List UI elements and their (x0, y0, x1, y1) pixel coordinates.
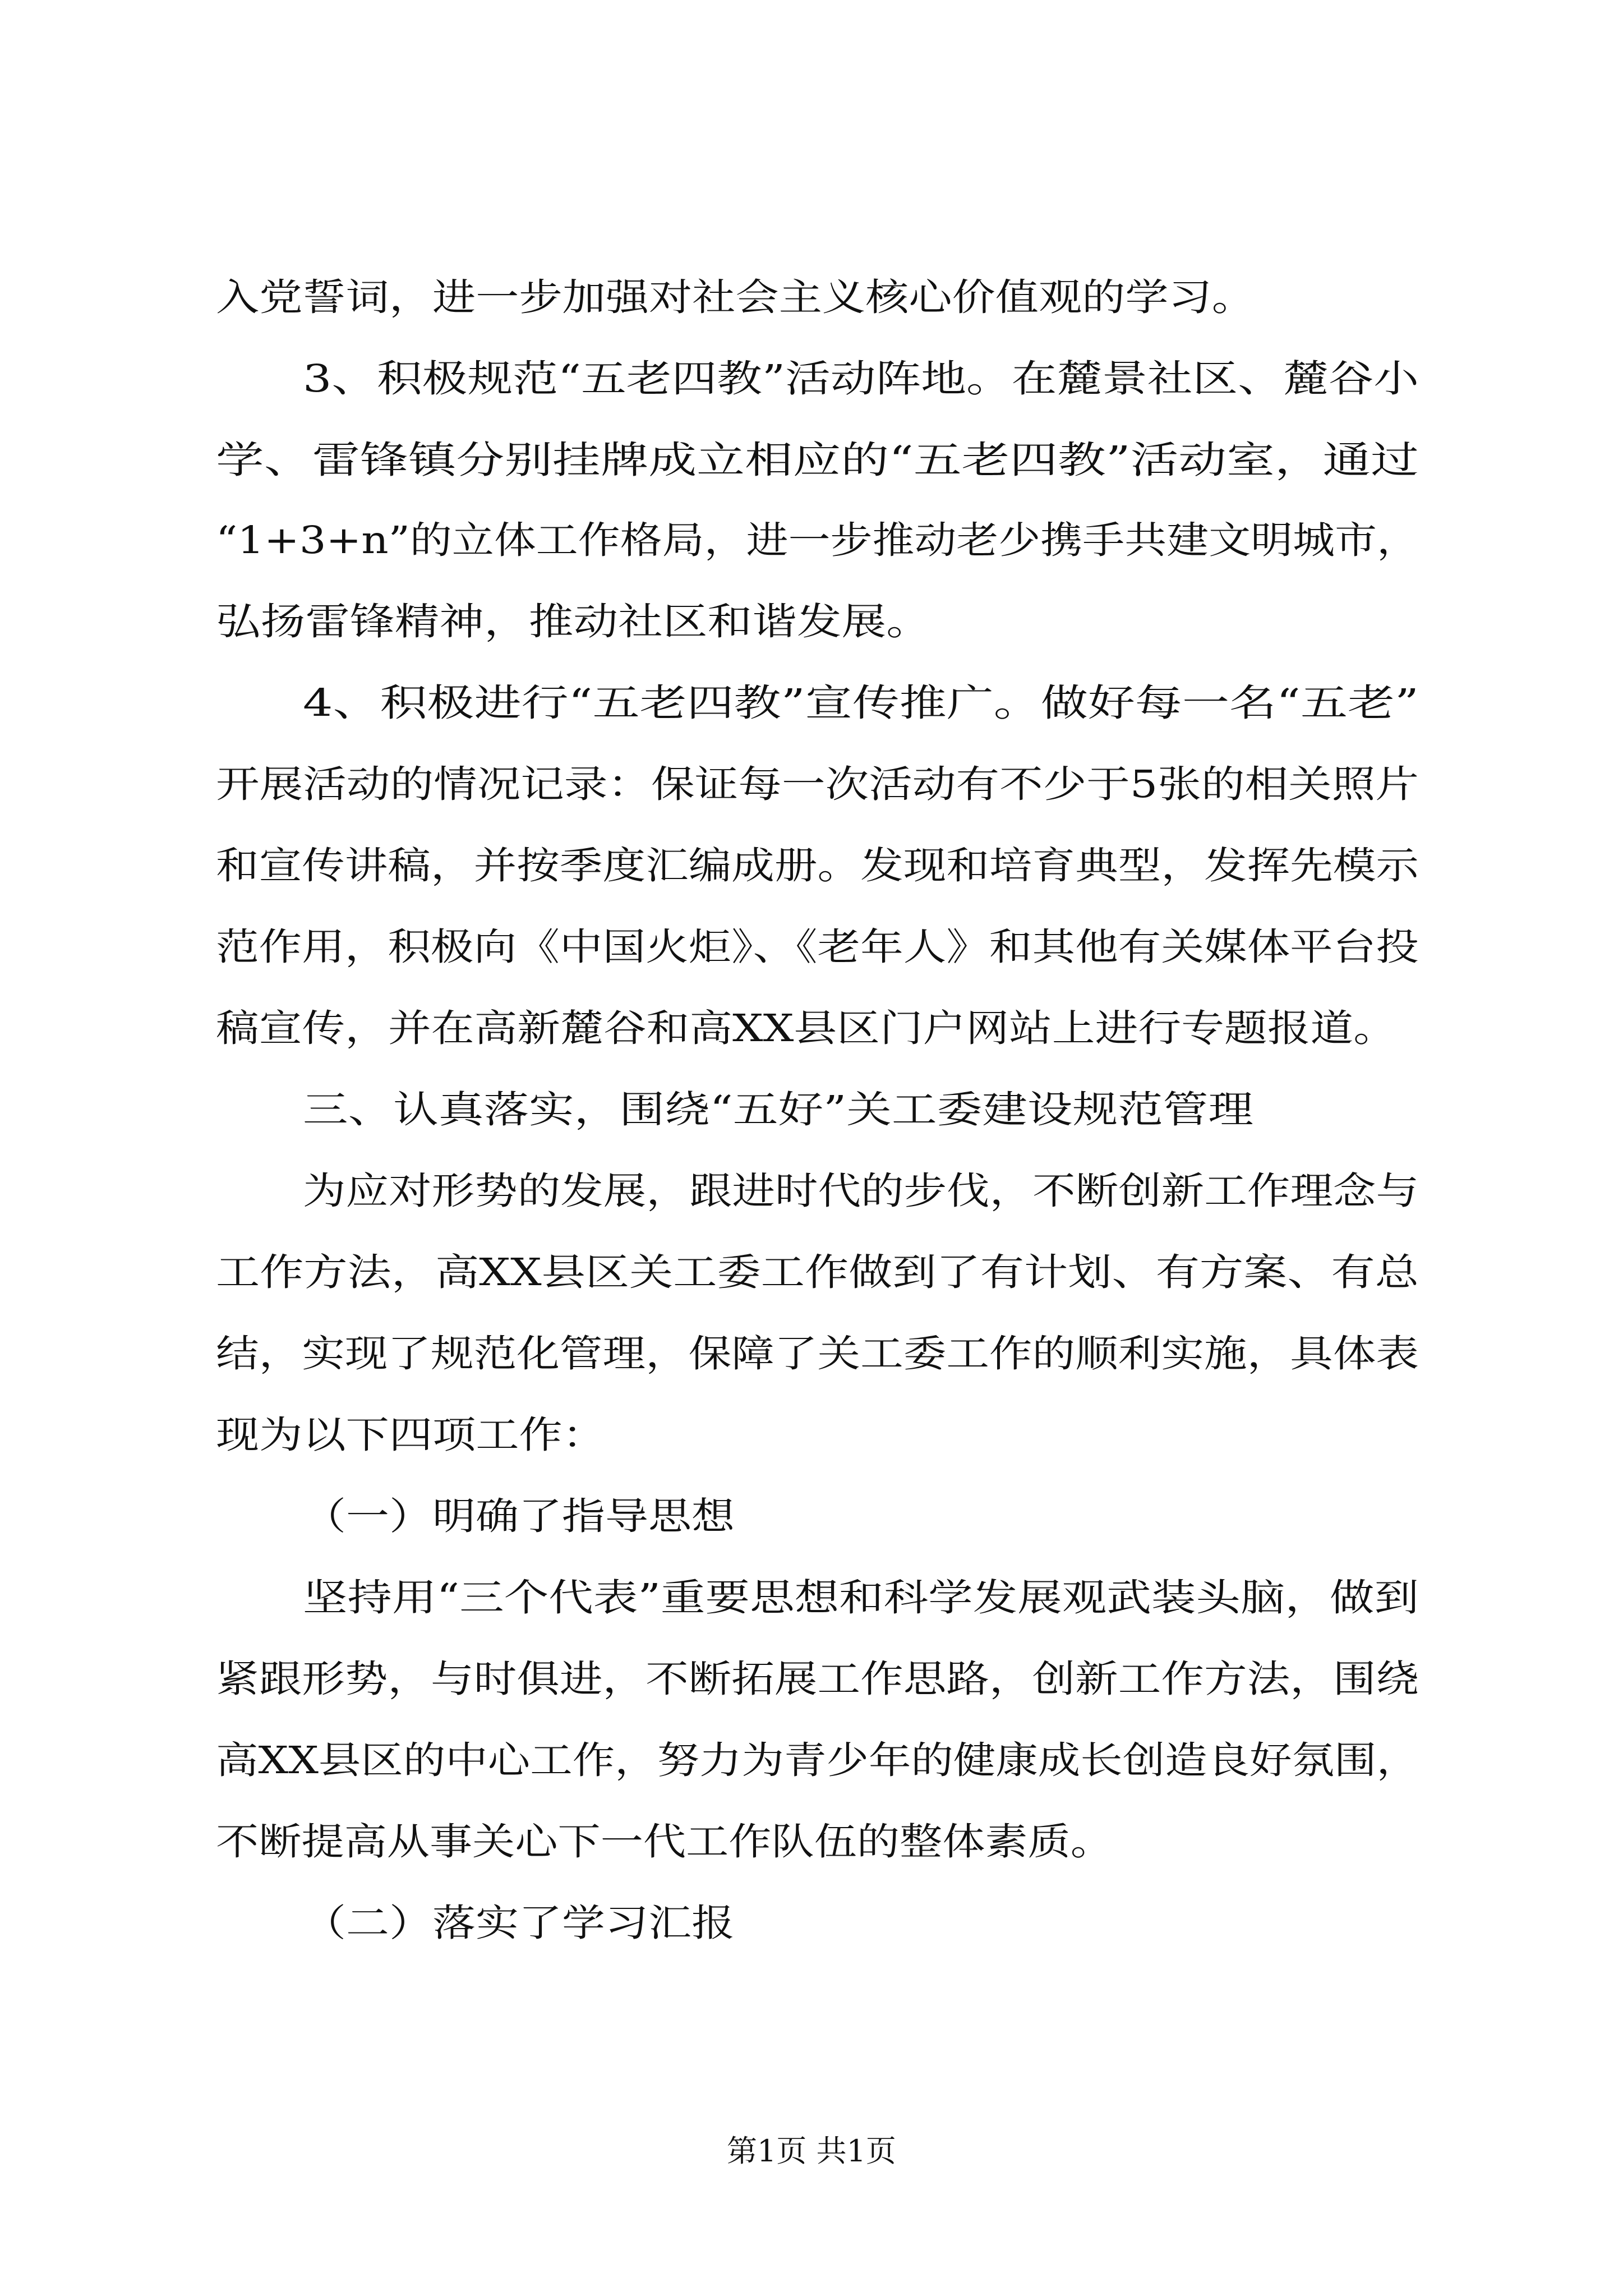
line-text: 高XX县区的中心工作，努力为青少年的健康成长创造良好氛围， (216, 1738, 1419, 1782)
body-line (0, 1651, 1623, 1707)
line-text: 弘扬雷锋精神，推动社区和谐发展。 (216, 600, 931, 643)
body-line (0, 1407, 1623, 1463)
body-line (0, 1570, 1623, 1626)
line-text: 工作方法，高XX县区关工委工作做到了有计划、有方案、有总 (216, 1250, 1419, 1294)
body-line (0, 351, 1623, 407)
body-line (0, 838, 1623, 894)
subsection-heading (0, 1895, 1623, 1951)
line-text: 不断提高从事关心下一代工作队伍的整体素质。 (216, 1820, 1113, 1864)
line-text: 4、积极进行“五老四教”宣传推广。做好每一名“五老” (303, 681, 1419, 725)
body-line (0, 756, 1623, 812)
line-text: 坚持用“三个代表”重要思想和科学发展观武装头脑，做到 (303, 1576, 1419, 1619)
body-line (0, 1000, 1623, 1056)
section-heading (0, 1082, 1623, 1138)
body-line (0, 1326, 1623, 1382)
line-text: 入党誓词，进一步加强对社会主义核心价值观的学习。 (216, 275, 1255, 319)
body-line (0, 919, 1623, 975)
heading-text: （二）落实了学习汇报 (303, 1901, 735, 1945)
line-text: 现为以下四项工作： (216, 1413, 606, 1457)
line-text: 稿宣传，并在高新麓谷和高XX县区门户网站上进行专题报道。 (216, 1006, 1396, 1050)
body-line (0, 512, 1623, 568)
body-line (0, 432, 1623, 488)
heading-text: 三、认真落实，围绕“五好”关工委建设规范管理 (303, 1088, 1253, 1131)
line-text: 紧跟形势，与时俱进，不断拓展工作思路，创新工作方法，围绕 (216, 1657, 1419, 1701)
body-line (0, 675, 1623, 731)
body-line (0, 1244, 1623, 1300)
line-text: 学、雷锋镇分别挂牌成立相应的“五老四教”活动室，通过 (216, 438, 1419, 482)
line-text: “1+3+n”的立体工作格局，进一步推动老少携手共建文明城市， (216, 518, 1419, 562)
line-text: 开展活动的情况记录：保证每一次活动有不少于5张的相关照片 (216, 762, 1419, 806)
body-line (0, 1163, 1623, 1219)
line-text: 3、积极规范“五老四教”活动阵地。在麓景社区、麓谷小 (303, 357, 1419, 401)
line-text: 范作用，积极向《中国火炬》、《老年人》和其他有关媒体平台投 (216, 925, 1419, 969)
body-line (0, 269, 1623, 325)
body-line (0, 1732, 1623, 1788)
line-text: 和宣传讲稿，并按季度汇编成册。发现和培育典型，发挥先模示 (216, 844, 1419, 887)
line-text: 为应对形势的发展，跟进时代的步伐，不断创新工作理念与 (303, 1169, 1419, 1213)
line-text: 结，实现了规范化管理，保障了关工委工作的顺利实施，具体表 (216, 1332, 1419, 1375)
body-line (0, 1814, 1623, 1870)
page-footer: 第1页 共1页 (727, 2133, 896, 2169)
body-line (0, 593, 1623, 650)
subsection-heading (0, 1488, 1623, 1544)
heading-text: （一）明确了指导思想 (303, 1494, 735, 1538)
